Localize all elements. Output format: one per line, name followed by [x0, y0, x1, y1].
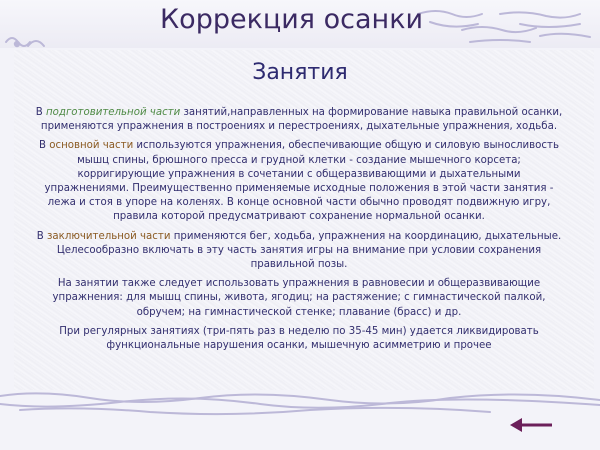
slide-subtitle: Занятия — [252, 60, 348, 85]
text-segment: В — [35, 107, 47, 118]
text-segment: применяются бег, ходьба, упражнения на координацию, дыхательные. Целесообразно включать в эту часть занятия игры на внимание при условии сохранения правильной позы. — [56, 230, 562, 271]
text-segment: занятий,направленных на формирование навыка правильной осанки, применяются упражнения в построениях и перестроениях, дыхательные упражнения, ходьба. — [40, 107, 563, 133]
text-segment: используются упражнения, обеспечивающие общую и силовую выносливость мышц спины, брюшного пресса и грудной клетки - создание мышечного корсета; корригирующие упражнения в сочетании с общеразвивающими и дыхательными упражнениями. Преимущественно применяемые исходные положения в этой части занятия - лежа и стоя в упоре на коленях. В конце основной части обычно проводят подвижную игру, правила которой предусматривают сохранение нормальной осанки. — [44, 140, 559, 223]
text-segment: В — [36, 230, 48, 242]
paragraph-main-part — [34, 139, 564, 224]
text-segment: При регулярных занятиях (три-пять раз в неделю по 35-45 мин) удается ликвидировать функциональные нарушения осанки, мышечную асимметрию и прочее — [59, 325, 539, 352]
text-segment: В — [39, 140, 50, 152]
highlight-final-part: заключительной части — [47, 230, 171, 242]
highlight-preparatory-part: подготовительной части — [46, 107, 181, 118]
left-arrow-icon[interactable] — [508, 414, 554, 436]
paragraph-additional-exercises — [34, 277, 564, 320]
highlight-main-part: основной части — [49, 140, 134, 152]
paragraph-preparatory — [34, 106, 564, 134]
paragraph-final-part — [34, 230, 564, 273]
paragraph-regular-sessions — [34, 325, 564, 353]
slide-title: Коррекция осанки — [160, 4, 424, 35]
text-segment: На занятии также следует использовать упражнения в равновесии и общеразвивающие упражнения: для мышц спины, живота, ягодиц; на растяжение; с гимнастической палкой, обручем; на гимнастической стенке; плавание (брасс) и др. — [52, 278, 546, 318]
body-text — [34, 106, 564, 358]
